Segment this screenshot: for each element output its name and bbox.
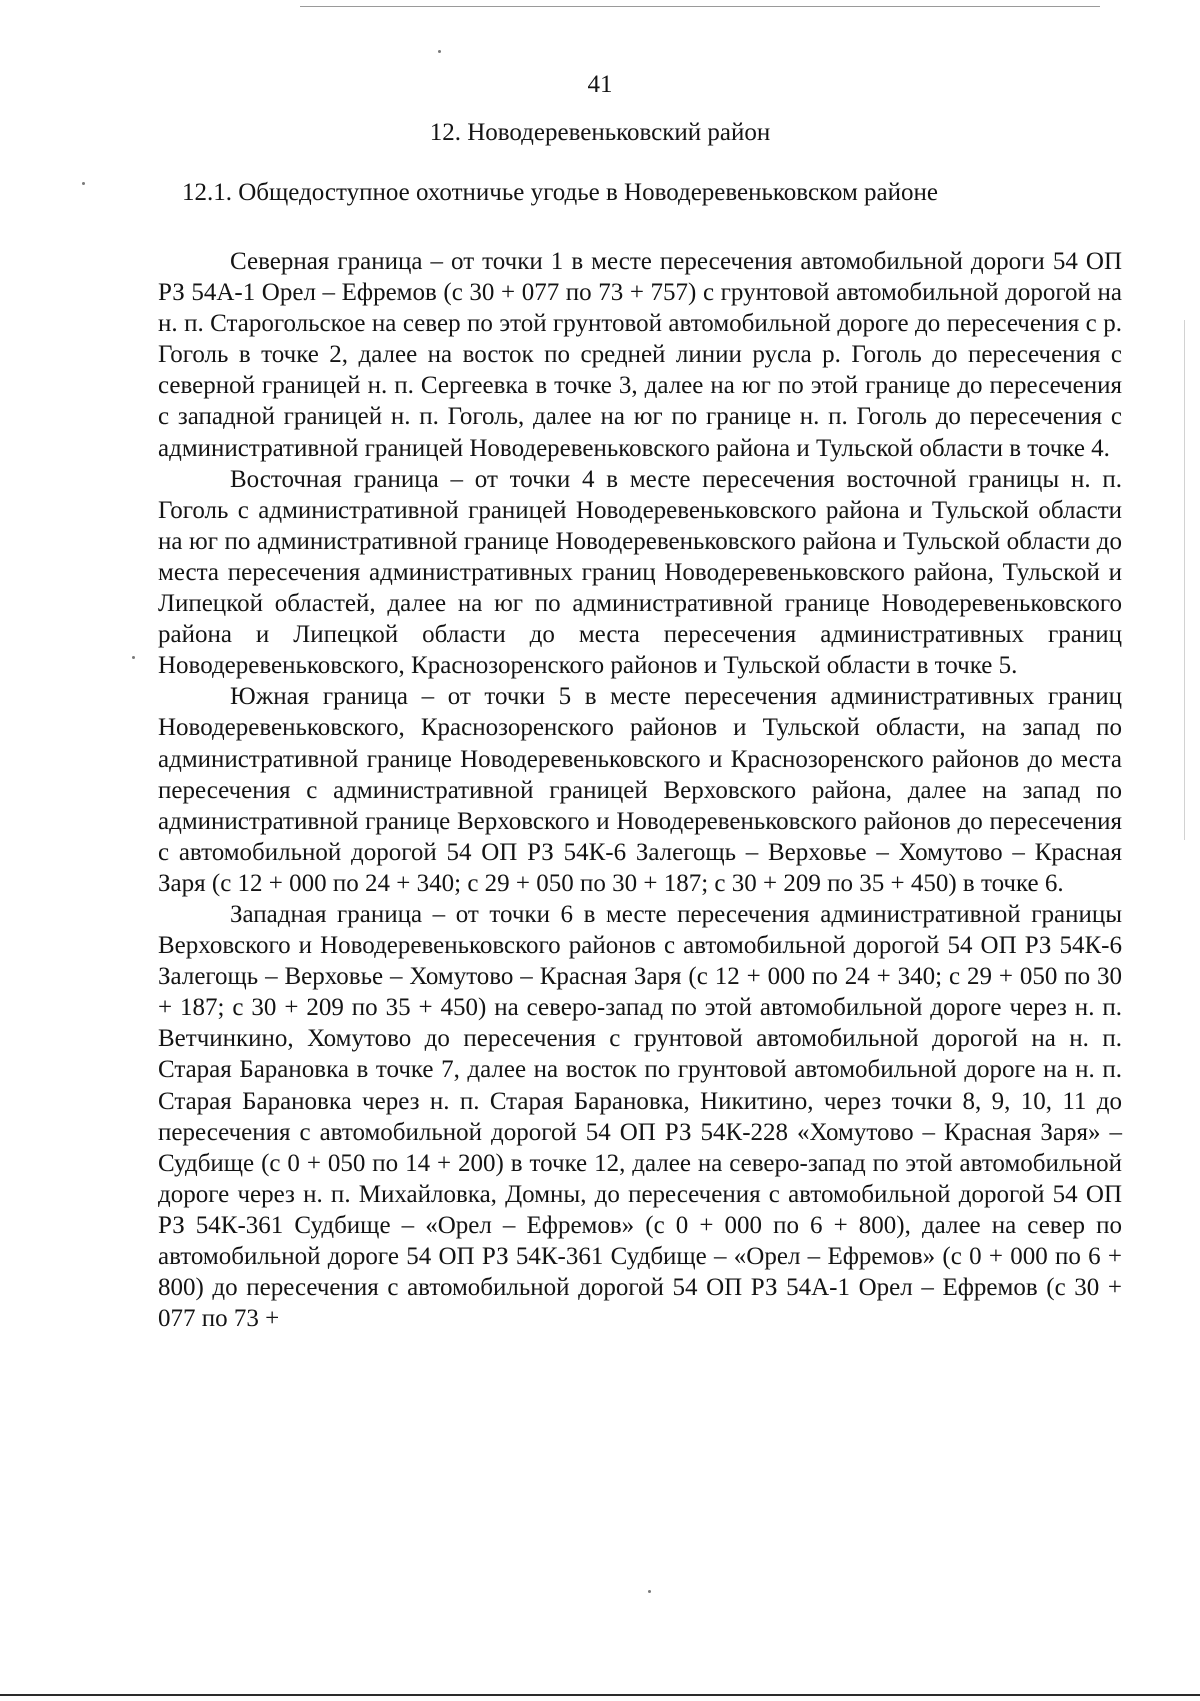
scan-speck — [648, 1590, 651, 1593]
paragraph-east-boundary: Восточная граница – от точки 4 в месте пересечения восточной границы н. п. Гоголь с административной границей Новодеревеньковского района и Тульской области на юг по административной границе Новодеревеньковского района и Тульской области до места пересечения административных границ Новодеревеньковского района, Тульской и Липецкой областей, далее на юг по административной границе Новодеревеньковского района и Липецкой области до места пересечения административных границ Новодеревеньковского, Краснозоренского районов и Тульской области в точке 5. — [158, 465, 1122, 680]
subsection-title: 12.1. Общедоступное охотничье угодье в Новодеревеньковском районе — [182, 179, 938, 206]
scan-top-border — [300, 6, 1100, 7]
scan-speck — [438, 50, 441, 53]
paragraph-south-boundary: Южная граница – от точки 5 в месте пересечения административных границ Новодеревеньковского, Краснозоренского районов и Тульской области, на запад по административной границе Новодеревеньковского и Краснозоренского районов до места пересечения с административной границей Верховского района, далее на запад по административной границе Верховского и Новодеревеньковского районов до пересечения с автомобильной дорогой 54 ОП РЗ 54К-6 Залегощь – Верховье – Хомутово – Красная Заря (с 12 + 000 по 24 + 340; с 29 + 050 по 30 + 187; с 30 + 209 по 35 + 450) в точке 6. — [158, 683, 1122, 897]
scan-right-shadow — [1184, 320, 1185, 840]
document-body — [158, 246, 1122, 1334]
scan-speck — [132, 656, 135, 659]
section-title: 12. Новодеревеньковский район — [429, 119, 771, 146]
scan-bottom-border — [0, 1694, 1200, 1696]
page-number: 41 — [587, 71, 613, 98]
paragraph-west-boundary: Западная граница – от точки 6 в месте пересечения административной границы Верховского и Новодеревеньковского районов с автомобильной дорогой 54 ОП РЗ 54К-6 Залегощь – Верховье – Хомутово – Красная Заря (с 12 + 000 по 24 + 340; с 29 + 050 по 30 + 187; с 30 + 209 по 35 + 450) на северо-запад по этой автомобильной дороге через н. п. Ветчинкино, Хомутово до пересечения с грунтовой автомобильной дорогой на н. п. Старая Барановка в точке 7, далее на восток по грунтовой автомобильной дороге на н. п. Старая Барановка через н. п. Старая Барановка, Никитино, через точки 8, 9, 10, 11 до пересечения с автомобильной дорогой 54 ОП РЗ 54К-228 «Хомутово – Красная Заря» – Судбище (с 0 + 050 по 14 + 200) в точке 12, далее на северо-запад по этой автомобильной дороге через н. п. Михайловка, Домны, до пересечения с автомобильной дорогой 54 ОП РЗ 54К-361 Судбище – «Орел – Ефремов» (с 0 + 000 по 6 + 800), далее на север по автомобильной дороге 54 ОП РЗ 54К-361 Судбище – «Орел – Ефремов» (с 0 + 000 по 6 + 800) до пересечения с автомобильной дорогой 54 ОП РЗ 54А-1 Орел – Ефремов (с 30 + 077 по 73 + — [158, 900, 1122, 1333]
paragraph-north-boundary: Северная граница – от точки 1 в месте пересечения автомобильной дороги 54 ОП РЗ 54А-1 Орел – Ефремов (с 30 + 077 по 73 + 757) с грунтовой автомобильной дорогой на н. п. Старогольское на север по этой грунтовой автомобильной дороге до пересечения с р. Гоголь в точке 2, далее на восток по средней линии русла р. Гоголь до пересечения с северной границей н. п. Сергеевка в точке 3, далее на юг по этой границе до пересечения с западной границей н. п. Гоголь, далее на юг по границе н. п. Гоголь до пересечения с административной границей Новодеревеньковского района и Тульской области в точке 4. — [158, 248, 1122, 462]
scan-speck — [82, 182, 85, 185]
